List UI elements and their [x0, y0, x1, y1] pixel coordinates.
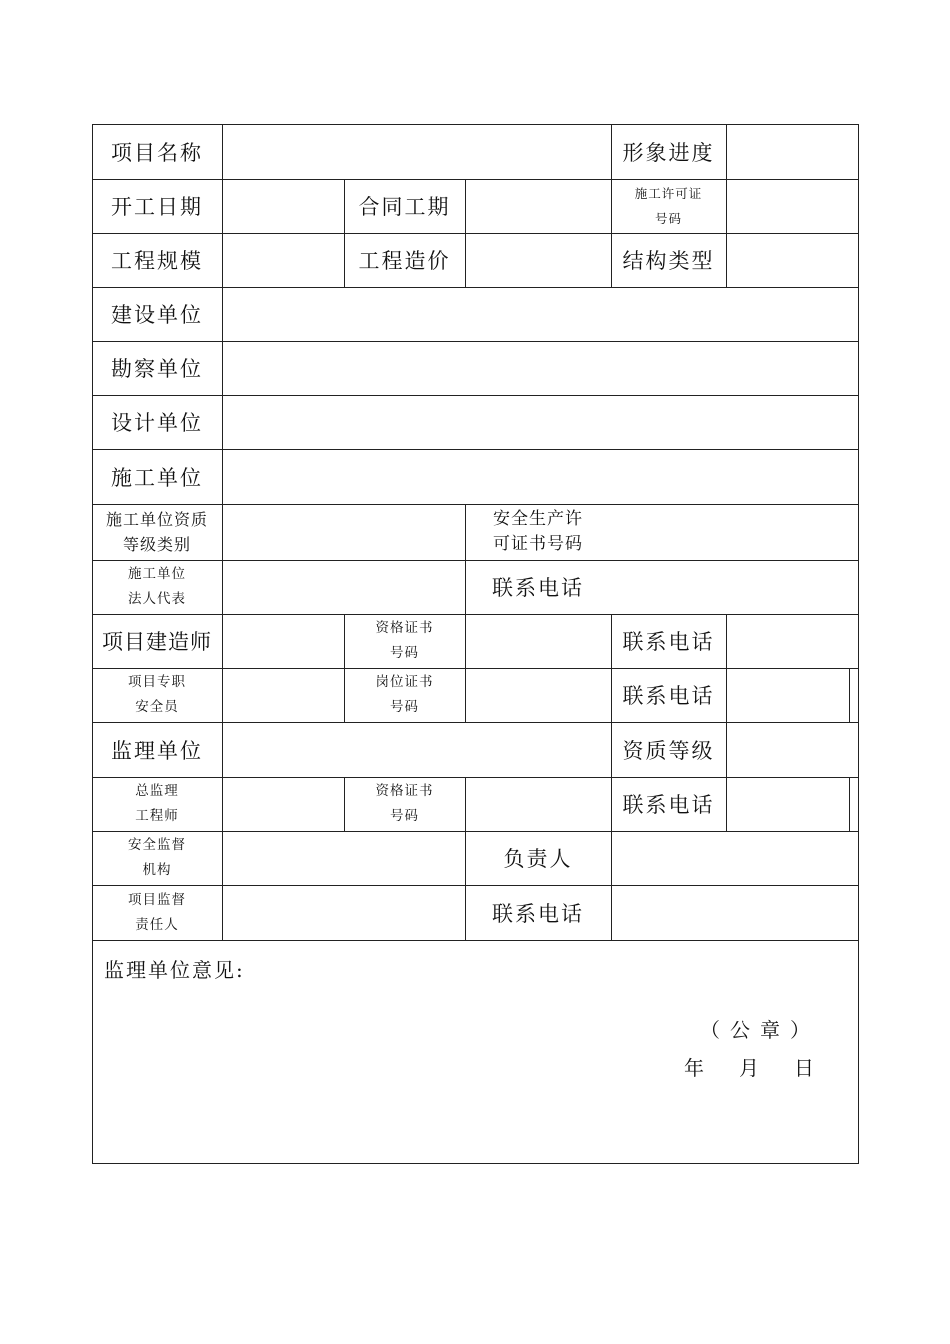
field-construction-permit-no[interactable]: [727, 180, 858, 233]
grid-line: [849, 777, 850, 831]
label-line: 工程师: [135, 808, 179, 824]
label-contractor-legal-rep: [92, 560, 222, 614]
date-day: 日: [794, 1056, 814, 1080]
label-contact-phone: 联系电话: [622, 793, 715, 817]
label-construction-permit-no: [611, 179, 726, 233]
label-line: 项目监督: [128, 891, 186, 908]
label-contact-phone: 联系电话: [492, 901, 584, 926]
label-line: 号码: [390, 808, 419, 824]
field-construction-unit[interactable]: [223, 450, 858, 504]
label-qualification-grade: 资质等级: [622, 738, 715, 763]
seal-placeholder: （公章）: [700, 1018, 820, 1042]
label-supervision-unit: 监理单位: [111, 738, 203, 763]
field-safety-license-no[interactable]: [612, 505, 858, 560]
label-image-progress: 形象进度: [622, 140, 715, 165]
date-year: 年: [684, 1056, 704, 1080]
field-project-supervisor[interactable]: [223, 886, 465, 940]
label-line: 资格证书: [375, 620, 434, 636]
label-post-cert-no: [344, 668, 465, 722]
label-line: 法人代表: [128, 591, 186, 607]
label-line: 项目专职: [128, 674, 186, 690]
label-contact-phone: 联系电话: [622, 684, 715, 708]
label-contact-phone: 联系电话: [492, 576, 584, 600]
label-line: 施工许可证: [634, 186, 703, 201]
field-contact-phone[interactable]: [612, 561, 858, 614]
grid-line: [849, 668, 850, 722]
label-line: 总监理: [135, 783, 179, 799]
field-construction-owner[interactable]: [223, 288, 858, 341]
field-supervision-unit[interactable]: [223, 723, 611, 777]
label-line: 资格证书: [375, 783, 434, 799]
field-qualification-cert-no[interactable]: [466, 778, 611, 831]
label-chief-supervisor: [92, 777, 222, 831]
label-line: 安全员: [135, 699, 179, 715]
label-project-supervisor: [92, 885, 222, 940]
label-construction-owner: 建设单位: [111, 303, 203, 327]
field-safety-supervision-agency[interactable]: [223, 832, 465, 885]
field-project-cost[interactable]: [466, 234, 611, 287]
date-month: 月: [739, 1056, 759, 1080]
field-project-name[interactable]: [223, 125, 611, 178]
label-line: 机构: [142, 862, 172, 878]
label-safety-supervision-agency: [92, 831, 222, 885]
label-construction-unit: 施工单位: [111, 465, 203, 490]
label-line: 可证书号码: [493, 534, 583, 554]
label-contractor-qualification: [92, 504, 222, 560]
grid-line: [92, 940, 859, 941]
field-project-safety-officer[interactable]: [223, 669, 344, 722]
grid-line: [858, 124, 859, 1164]
label-start-date: 开工日期: [111, 195, 203, 219]
field-project-scale[interactable]: [223, 234, 344, 287]
field-contact-phone[interactable]: [727, 615, 858, 668]
label-line: 施工单位: [128, 566, 186, 582]
field-contact-phone[interactable]: [727, 669, 849, 722]
label-qualification-cert-no: [344, 614, 465, 668]
label-project-constructor: 项目建造师: [102, 630, 212, 654]
grid-line: [92, 1163, 859, 1164]
label-line: 岗位证书: [375, 674, 434, 690]
label-safety-license-no: [465, 504, 611, 560]
label-contract-period: 合同工期: [358, 195, 451, 219]
label-project-cost: 工程造价: [358, 249, 451, 273]
field-chief-supervisor[interactable]: [223, 778, 344, 831]
field-structure-type[interactable]: [727, 234, 858, 287]
field-qualification-cert-no[interactable]: [466, 615, 611, 668]
field-contact-phone[interactable]: [727, 778, 849, 831]
opinion-label: 监理单位意见:: [104, 958, 245, 982]
label-qualification-cert-no: [344, 777, 465, 831]
label-line: 等级类别: [122, 535, 191, 554]
label-line: 号码: [390, 645, 419, 661]
label-line: 安全监督: [128, 837, 186, 853]
label-line: 责任人: [135, 916, 179, 933]
label-line: 号码: [654, 211, 682, 226]
field-person-in-charge[interactable]: [612, 832, 858, 885]
label-project-name: 项目名称: [111, 140, 203, 165]
field-qualification-grade[interactable]: [727, 723, 858, 777]
field-project-constructor[interactable]: [223, 615, 344, 668]
label-structure-type: 结构类型: [622, 249, 715, 273]
label-contact-phone: 联系电话: [622, 630, 715, 654]
label-line: 安全生产许: [493, 509, 583, 529]
field-start-date[interactable]: [223, 180, 344, 233]
label-line: 号码: [390, 699, 419, 715]
label-survey-unit: 勘察单位: [111, 357, 203, 381]
field-design-unit[interactable]: [223, 396, 858, 449]
field-survey-unit[interactable]: [223, 342, 858, 395]
field-post-cert-no[interactable]: [466, 669, 611, 722]
label-line: 施工单位资质: [105, 510, 208, 529]
label-design-unit: 设计单位: [111, 411, 203, 435]
field-image-progress[interactable]: [727, 125, 858, 178]
field-contact-phone[interactable]: [612, 886, 858, 940]
label-project-safety-officer: [92, 668, 222, 722]
label-person-in-charge: 负责人: [503, 847, 573, 871]
date-line: [684, 1052, 814, 1081]
field-contractor-legal-rep[interactable]: [223, 561, 465, 614]
label-project-scale: 工程规模: [111, 249, 203, 273]
field-contract-period[interactable]: [466, 180, 611, 233]
field-contractor-qualification[interactable]: [223, 505, 465, 560]
